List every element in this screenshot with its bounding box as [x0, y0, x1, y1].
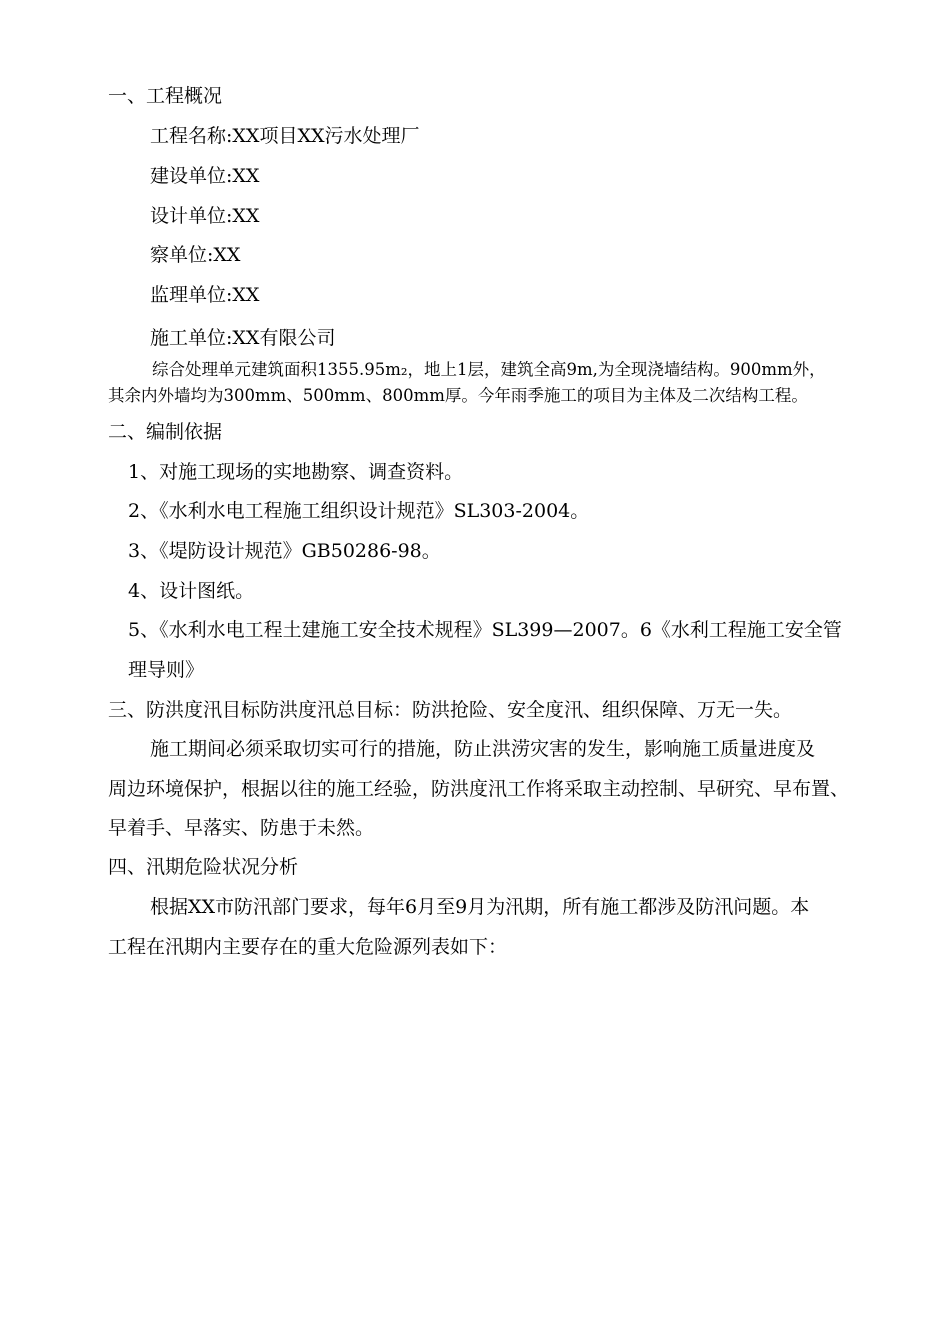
section-heading-basis: 二、编制依据	[108, 421, 223, 443]
basis-item-5: 5、《水利水电工程土建施工安全技术规程》SL399—2007。6《水利工程施工安全管	[128, 619, 842, 641]
basis-item-3: 3、《堤防设计规范》GB50286-98。	[128, 540, 441, 562]
risk-analysis-paragraph-line-1: 根据XX市防汛部门要求，每年6月至9月为汛期，所有施工都涉及防汛问题。本	[150, 896, 810, 918]
supervision-unit: 监理单位:XX	[150, 284, 260, 306]
survey-unit: 察单位:XX	[150, 244, 241, 266]
section-heading-risk-analysis: 四、汛期危险状况分析	[108, 856, 299, 878]
overview-paragraph-line-2: 其余内外墙均为300mm、500mm、800mm厚。今年雨季施工的项目为主体及二次结构工程。	[108, 386, 808, 405]
basis-item-2: 2、《水利水电工程施工组织设计规范》SL303-2004。	[128, 500, 590, 522]
contractor-unit: 施工单位:XX有限公司	[150, 327, 336, 349]
basis-item-5-continued: 理导则》	[128, 659, 205, 681]
basis-item-1: 1、对施工现场的实地勘察、调查资料。	[128, 461, 464, 483]
section-heading-flood-goal: 三、防洪度汛目标防洪度汛总目标：防洪抢险、安全度汛、组织保障、万无一失。	[108, 699, 793, 721]
design-unit: 设计单位:XX	[150, 205, 260, 227]
construction-unit: 建设单位:XX	[150, 165, 260, 187]
flood-goal-paragraph-line-2: 周边环境保护，根据以往的施工经验，防洪度汛工作将采取主动控制、早研究、早布置、	[108, 778, 850, 800]
basis-item-4: 4、设计图纸。	[128, 580, 255, 602]
overview-paragraph-line-1: 综合处理单元建筑面积1355.95m₂，地上1层，建筑全高9m,为全现浇墙结构。900mm外，	[152, 360, 826, 379]
section-heading-overview: 一、工程概况	[108, 85, 223, 107]
risk-analysis-paragraph-line-2: 工程在汛期内主要存在的重大危险源列表如下：	[108, 936, 508, 958]
flood-goal-paragraph-line-3: 早着手、早落实、防患于未然。	[108, 817, 375, 839]
project-name: 工程名称:XX项目XX污水处理厂	[150, 125, 420, 147]
flood-goal-paragraph-line-1: 施工期间必须采取切实可行的措施，防止洪涝灾害的发生，影响施工质量进度及	[150, 738, 816, 760]
